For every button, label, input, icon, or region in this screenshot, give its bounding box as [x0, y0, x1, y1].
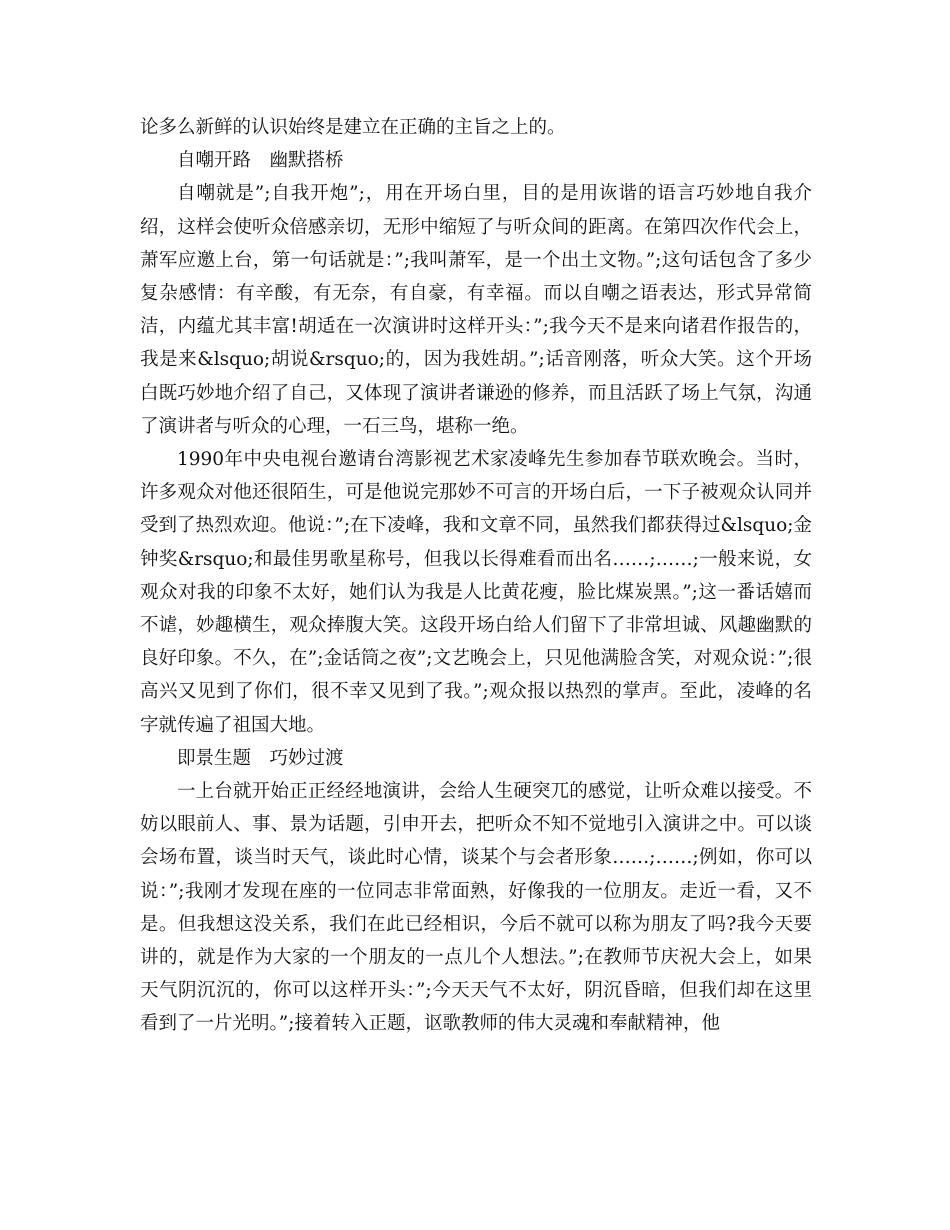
document-page: [140, 111, 812, 1041]
paragraph-scene: 一上台就开始正正经经地演讲，会给人生硬突兀的感觉，让听众难以接受。不妨以眼前人、事、景为话题，引申开去，把听众不知不觉地引入演讲之中。可以谈会场布置，谈当时天气，谈此时心情，谈某个与会者形象……;……;例如，你可以说：”;我刚才发现在座的一位同志非常面熟，好像我的一位朋友。走近一看，又不是。但我想这没关系，我们在此已经相识，今后不就可以称为朋友了吗?我今天要讲的，就是作为大家的一个朋友的一点儿个人想法。”;在教师节庆祝大会上，如果天气阴沉沉的，你可以这样开头：”;今天天气不太好，阴沉昏暗，但我们却在这里看到了一片光明。”;接着转入正题，讴歌教师的伟大灵魂和奉献精神，他: [140, 781, 812, 1035]
section-heading-scene: 即景生题 巧妙过渡: [177, 747, 344, 769]
paragraph-self-mockery: 自嘲就是”;自我开炮”;，用在开场白里，目的是用诙谐的语言巧妙地自我介绍，这样会使听众倍感亲切，无形中缩短了与听众间的距离。在第四次作代会上，萧军应邀上台，第一句话就是：”;我叫萧军，是一个出土文物。”;这句话包含了多少复杂感情：有辛酸，有无奈，有自豪，有幸福。而以自嘲之语表达，形式异常简洁，内蕴尤其丰富!胡适在一次演讲时这样开头：”;我今天不是来向诸君作报告的，我是来&lsquo;胡说&rsquo;的，因为我姓胡。”;话音刚落，听众大笑。这个开场白既巧妙地介绍了自己，又体现了演讲者谦逊的修养，而且活跃了场上气氛，沟通了演讲者与听众的心理，一石三鸟，堪称一绝。: [140, 183, 812, 437]
paragraph-ling-feng: 1990年中央电视台邀请台湾影视艺术家凌峰先生参加春节联欢晚会。当时，许多观众对他还很陌生，可是他说完那妙不可言的开场白后，一下子被观众认同并受到了热烈欢迎。他说：”;在下凌峰，我和文章不同，虽然我们都获得过&lsquo;金钟奖&rsquo;和最佳男歌星称号，但我以长得难看而出名……;……;一般来说，女观众对我的印象不太好，她们认为我是人比黄花瘦，脸比煤炭黑。”;这一番话嬉而不谑，妙趣横生，观众捧腹大笑。这段开场白给人们留下了非常坦诚、风趣幽默的良好印象。不久，在”;金话筒之夜”;文艺晚会上，只见他满脸含笑，对观众说：”;很高兴又见到了你们，很不幸又见到了我。”;观众报以热烈的掌声。至此，凌峰的名字就传遍了祖国大地。: [140, 449, 812, 736]
section-heading-self-mockery: 自嘲开路 幽默搭桥: [177, 150, 344, 172]
paragraph-continuation: 论多么新鲜的认识始终是建立在正确的主旨之上的。: [140, 117, 566, 138]
